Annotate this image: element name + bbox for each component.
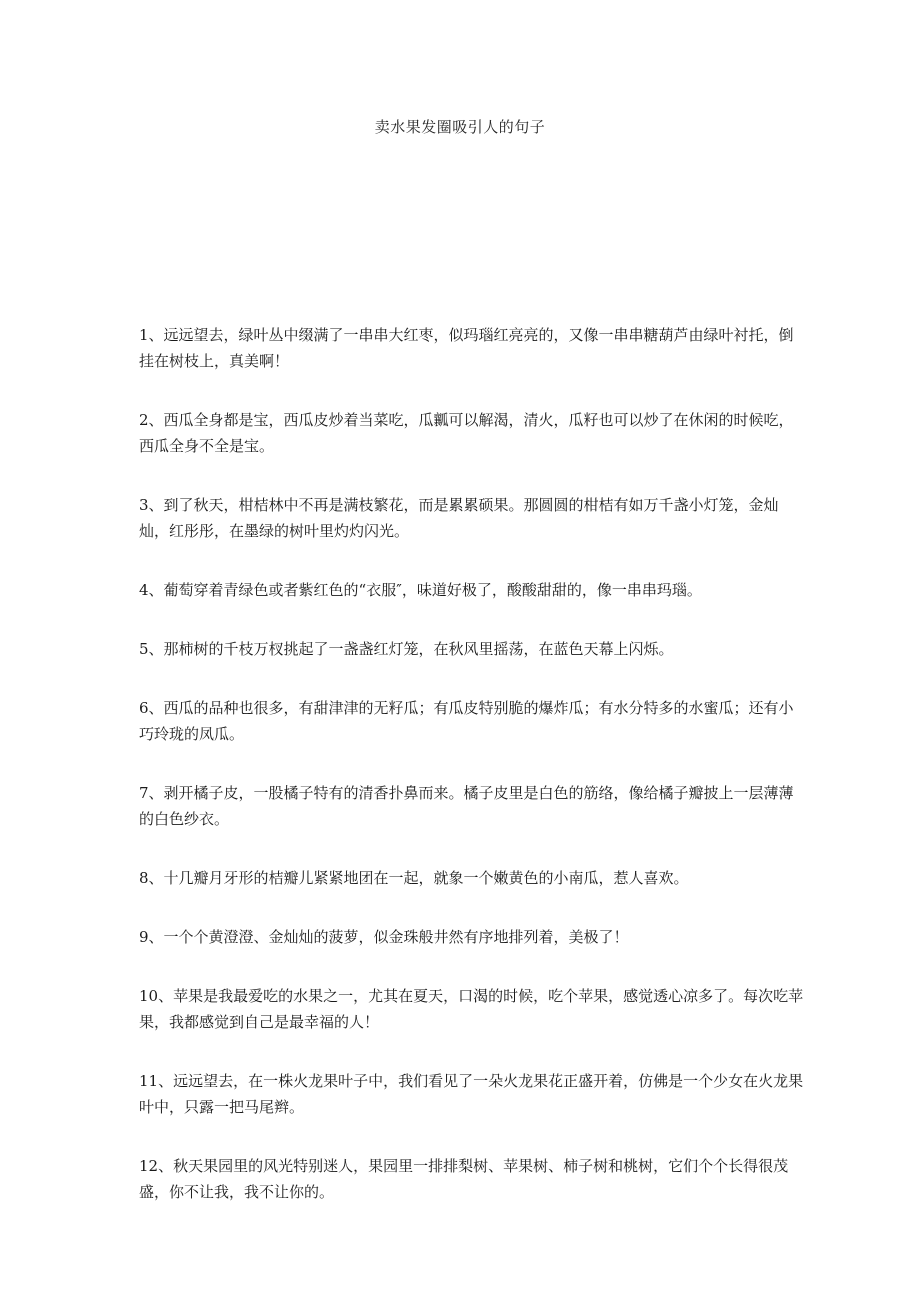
list-item: 6、西瓜的品种也很多，有甜津津的无籽瓜；有瓜皮特别脆的爆炸瓜；有水分特多的水蜜瓜；还有小巧玲珑的凤瓜。 (139, 699, 794, 743)
list-item: 8、十几瓣月牙形的桔瓣儿紧紧地团在一起，就象一个嫩黄色的小南瓜，惹人喜欢。 (139, 869, 689, 887)
list-item: 3、到了秋天，柑桔林中不再是满枝繁花，而是累累硕果。那圆圆的柑桔有如万千盏小灯笼，金灿灿，红彤彤，在墨绿的树叶里灼灼闪光。 (139, 496, 779, 540)
list-item: 4、葡萄穿着青绿色或者紫红色的“衣服″，味道好极了，酸酸甜甜的，像一串串玛瑙。 (139, 581, 702, 599)
list-item: 5、那柿树的千枝万杈挑起了一盏盏红灯笼，在秋风里摇荡，在蓝色天幕上闪烁。 (139, 640, 674, 658)
list-item: 9、一个个黄澄澄、金灿灿的菠萝，似金珠般井然有序地排列着，美极了！ (139, 928, 629, 946)
list-item: 12、秋天果园里的风光特别迷人，果园里一排排梨树、苹果树、柿子树和桃树，它们个个长得很茂盛，你不让我，我不让你的。 (139, 1157, 789, 1201)
page-title: 卖水果发圈吸引人的句子 (374, 118, 546, 136)
list-item: 2、西瓜全身都是宝，西瓜皮炒着当菜吃，瓜瓤可以解渴，清火，瓜籽也可以炒了在休闲的时候吃，西瓜全身不全是宝。 (139, 411, 794, 455)
list-item: 7、剥开橘子皮，一股橘子特有的清香扑鼻而来。橘子皮里是白色的筋络，像给橘子瓣披上一层薄薄的白色纱衣。 (139, 784, 794, 828)
sentence-list (139, 322, 804, 1238)
list-item: 10、苹果是我最爱吃的水果之一，尤其在夏天，口渴的时候，吃个苹果，感觉透心凉多了。每次吃苹果，我都感觉到自己是最幸福的人！ (139, 987, 804, 1031)
list-item: 1、远远望去，绿叶丛中缀满了一串串大红枣，似玛瑙红亮亮的，又像一串串糖葫芦由绿叶衬托，倒挂在树枝上，真美啊！ (139, 326, 794, 370)
list-item: 11、远远望去，在一株火龙果叶子中，我们看见了一朵火龙果花正盛开着，仿佛是一个少女在火龙果叶中，只露一把马尾辫。 (139, 1072, 804, 1116)
